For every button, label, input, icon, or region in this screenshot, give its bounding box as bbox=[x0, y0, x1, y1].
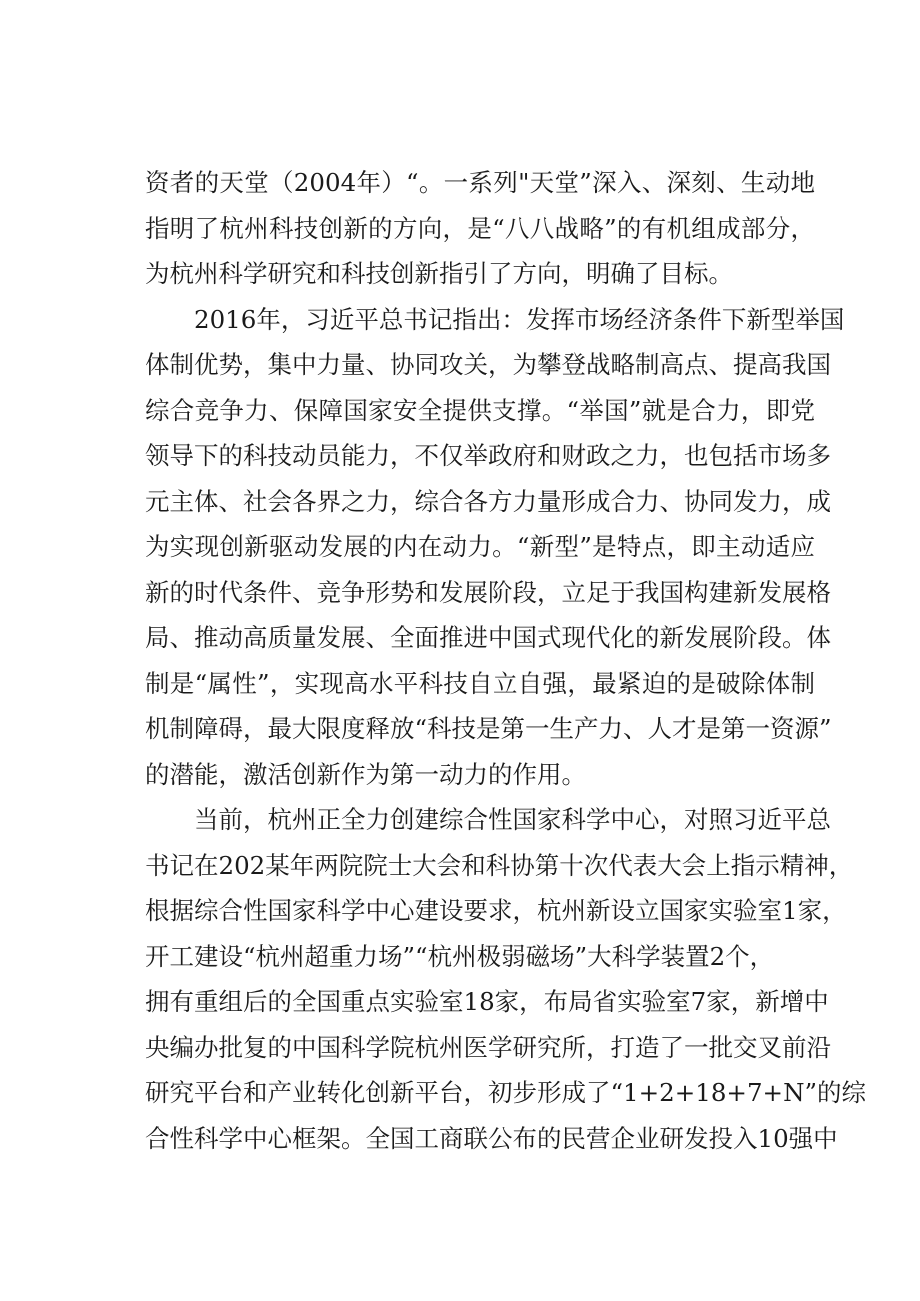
text-line: 书记在202某年两院院士大会和科协第十次代表大会上指示精神， bbox=[145, 850, 854, 880]
text-line: 为实现创新驱动发展的内在动力。“新型”是特点，即主动适应 bbox=[145, 532, 815, 561]
text-line: 为杭州科学研究和科技创新指引了方向，明确了目标。 bbox=[145, 259, 733, 288]
text-line: 开工建设“杭州超重力场”“杭州极弱磁场”大科学装置2个， bbox=[145, 941, 775, 971]
text-line: 体制优势，集中力量、协同攻关，为攀登战略制高点、提高我国 bbox=[145, 350, 831, 379]
text-line: 研究平台和产业转化创新平台，初步形成了“1+2+18+7+N”的综 bbox=[145, 1078, 867, 1107]
text-line: 根据综合性国家科学中心建设要求，杭州新设立国家实验室1家， bbox=[145, 896, 847, 925]
text-line: 资者的天堂（2004年）“。一系列"天堂”深入、深刻、生动地 bbox=[145, 168, 815, 197]
paragraph bbox=[145, 160, 815, 297]
text-line: 新的时代条件、竞争形势和发展阶段，立足于我国构建新发展格 bbox=[145, 577, 831, 607]
text-line: 元主体、社会各界之力，综合各方力量形成合力、协同发力，成 bbox=[145, 486, 831, 516]
body-text bbox=[145, 160, 867, 1161]
text-line: 当前，杭州正全力创建综合性国家科学中心，对照习近平总 bbox=[194, 805, 831, 834]
text-line: 拥有重组后的全国重点实验室18家，布局省实验室7家，新增中 bbox=[145, 987, 829, 1016]
paragraph bbox=[145, 797, 867, 1161]
text-line: 的潜能，激活创新作为第一动力的作用。 bbox=[145, 759, 586, 789]
text-line: 指明了杭州科技创新的方向，是“八八战略”的有机组成部分， bbox=[145, 213, 815, 243]
text-line: 机制障碍，最大限度释放“科技是第一生产力、人才是第一资源” bbox=[145, 714, 832, 743]
text-line: 2016年，习近平总书记指出：发挥市场经济条件下新型举国 bbox=[194, 304, 845, 334]
text-line: 合性科学中心框架。全国工商联公布的民营企业研发投入10强中 bbox=[145, 1123, 838, 1153]
text-line: 综合竞争力、保障国家安全提供支撑。“举国”就是合力，即党 bbox=[145, 395, 815, 425]
text-line: 央编办批复的中国科学院杭州医学研究所，打造了一批交叉前沿 bbox=[145, 1032, 831, 1062]
paragraph bbox=[145, 297, 845, 798]
text-line: 制是“属性”，实现高水平科技自立自强，最紧迫的是破除体制 bbox=[145, 668, 815, 698]
text-line: 局、推动高质量发展、全面推进中国式现代化的新发展阶段。体 bbox=[145, 623, 831, 652]
text-line: 领导下的科技动员能力，不仅举政府和财政之力，也包括市场多 bbox=[145, 441, 831, 470]
